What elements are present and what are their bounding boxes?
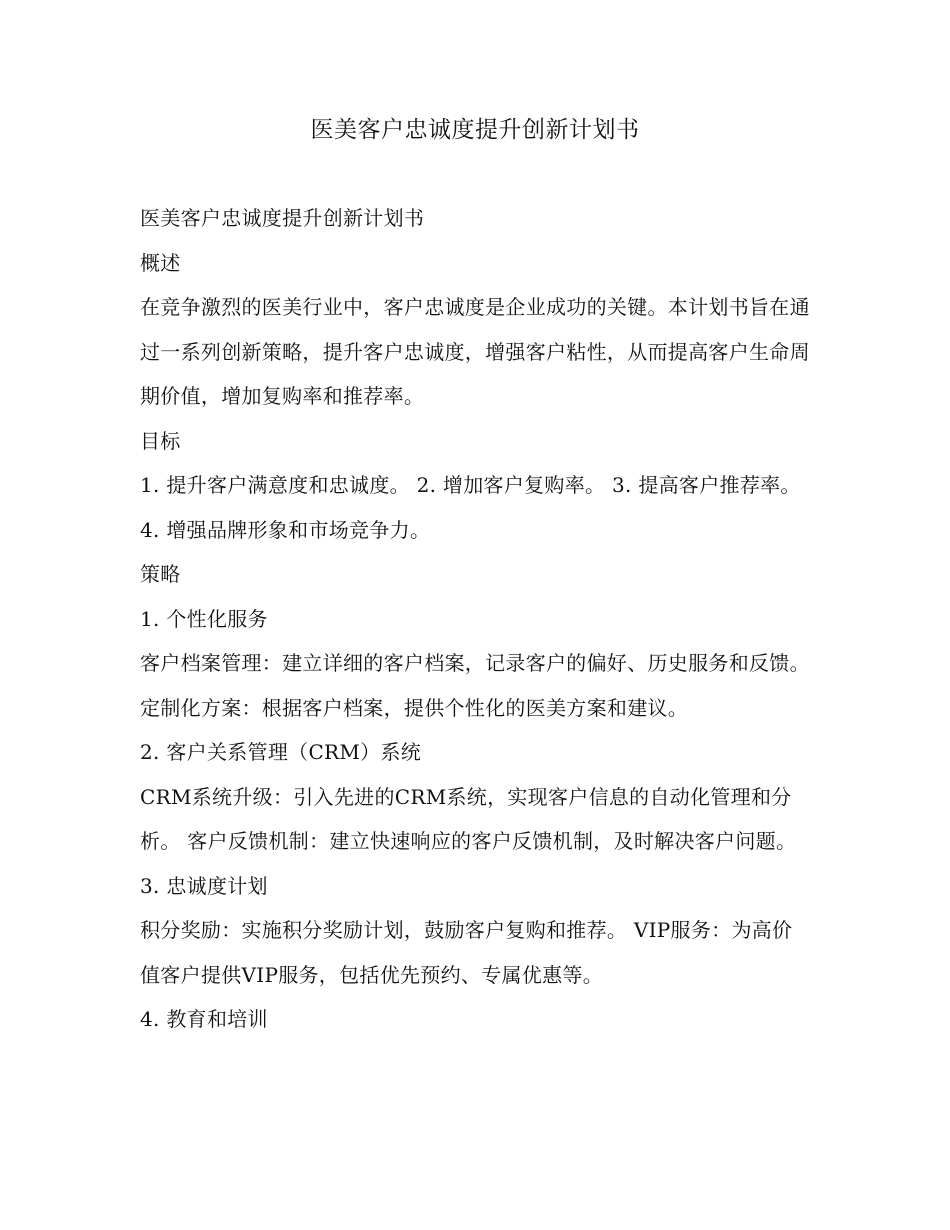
paragraph-loyalty-program: 积分奖励：实施积分奖励计划，鼓励客户复购和推荐。 VIP服务：为高价值客户提供VIP服务，包括优先预约、专属优惠等。: [140, 918, 793, 987]
section-heading-overview: 概述: [140, 250, 181, 275]
document-title: 医美客户忠诚度提升创新计划书: [310, 117, 640, 143]
section-heading-strategy: 策略: [140, 562, 181, 586]
paragraph-crm: CRM系统升级：引入先进的CRM系统，实现客户信息的自动化管理和分析。 客户反馈机制：建立快速响应的客户反馈机制，及时解决客户问题。: [140, 784, 797, 853]
paragraph-personalized-service: 客户档案管理：建立详细的客户档案，记录客户的偏好、历史服务和反馈。 定制化方案：根据客户档案，提供个性化的医美方案和建议。: [140, 651, 810, 720]
body-heading: 医美客户忠诚度提升创新计划书: [140, 206, 425, 230]
subheading-personalized-service: 1. 个性化服务: [140, 606, 268, 631]
subheading-education-training: 4. 教育和培训: [140, 1007, 268, 1031]
paragraph-goals: 1. 提升客户满意度和忠诚度。 2. 增加客户复购率。 3. 提高客户推荐率。 4. 增强品牌形象和市场竞争力。: [140, 473, 801, 542]
section-heading-goals: 目标: [140, 428, 181, 453]
subheading-loyalty-program: 3. 忠诚度计划: [140, 873, 268, 898]
paragraph-overview: 在竞争激烈的医美行业中，客户忠诚度是企业成功的关键。本计划书旨在通过一系列创新策略，提升客户忠诚度，增强客户粘性，从而提高客户生命周期价值，增加复购率和推荐率。: [140, 295, 810, 408]
subheading-crm: 2. 客户关系管理（CRM）系统: [140, 740, 422, 764]
document-body: [140, 196, 812, 1042]
